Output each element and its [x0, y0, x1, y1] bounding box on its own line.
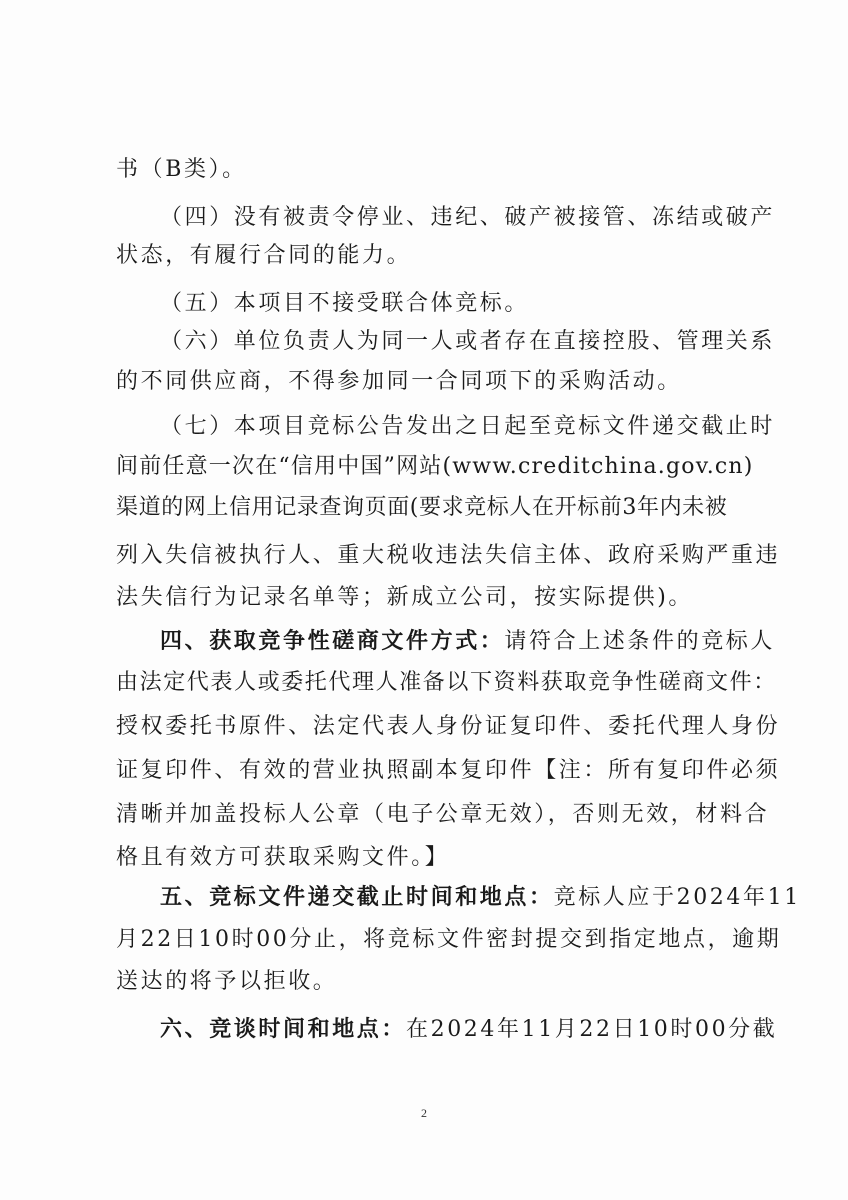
- page-number: 2: [421, 1106, 427, 1120]
- text-line: 法失信行为记录名单等；新成立公司，按实际提供)。: [116, 585, 693, 610]
- text-line: 书（B类）。: [116, 157, 247, 182]
- text-line: 授权委托书原件、法定代表人身份证复印件、委托代理人身份: [116, 714, 781, 739]
- section-5-line: [160, 882, 801, 913]
- text-line: 证复印件、有效的营业执照副本复印件【注：所有复印件必须: [116, 758, 781, 783]
- text-line: （五）本项目不接受联合体竞标。: [160, 291, 530, 316]
- section-4-text: 请符合上述条件的竞标人: [504, 629, 776, 654]
- section-4-heading: 四、获取竞争性磋商文件方式：: [160, 628, 505, 654]
- text-line: 清晰并加盖投标人公章（电子公章无效），否则无效，材料合: [116, 802, 770, 827]
- section-5-text: 竞标人应于2024年11: [553, 885, 801, 910]
- text-line: 由法定代表人或委托代理人准备以下资料获取竞争性磋商文件：: [116, 670, 777, 695]
- section-6-text: 在2024年11月22日10时00分截: [406, 1017, 778, 1042]
- text-line: 间前任意一次在“信用中国”网站(www.creditchina.gov.cn): [116, 454, 754, 479]
- text-line: 送达的将予以拒收。: [116, 969, 338, 994]
- text-line: 的不同供应商，不得参加同一合同项下的采购活动。: [116, 369, 682, 394]
- text-line: 格且有效方可获取采购文件。】: [116, 845, 450, 870]
- text-line: （七）本项目竞标公告发出之日起至竞标文件递交截止时: [160, 414, 776, 439]
- text-line: 月22日10时00分止，将竞标文件密封提交到指定地点，逾期: [116, 927, 782, 952]
- section-5-heading: 五、竞标文件递交截止时间和地点：: [160, 884, 554, 910]
- text-line: 列入失信被执行人、重大税收违法失信主体、政府采购严重违: [116, 543, 781, 568]
- text-line: 渠道的网上信用记录查询页面(要求竞标人在开标前3年内未被: [116, 495, 728, 520]
- text-line: 状态，有履行合同的能力。: [116, 243, 412, 268]
- section-6-heading: 六、竞谈时间和地点：: [160, 1016, 407, 1042]
- text-line: （六）单位负责人为同一人或者存在直接控股、管理关系: [160, 329, 776, 354]
- section-4-line: [160, 626, 776, 657]
- section-6-line: [160, 1014, 778, 1045]
- text-line: （四）没有被责令停业、违纪、破产被接管、冻结或破产: [160, 205, 776, 230]
